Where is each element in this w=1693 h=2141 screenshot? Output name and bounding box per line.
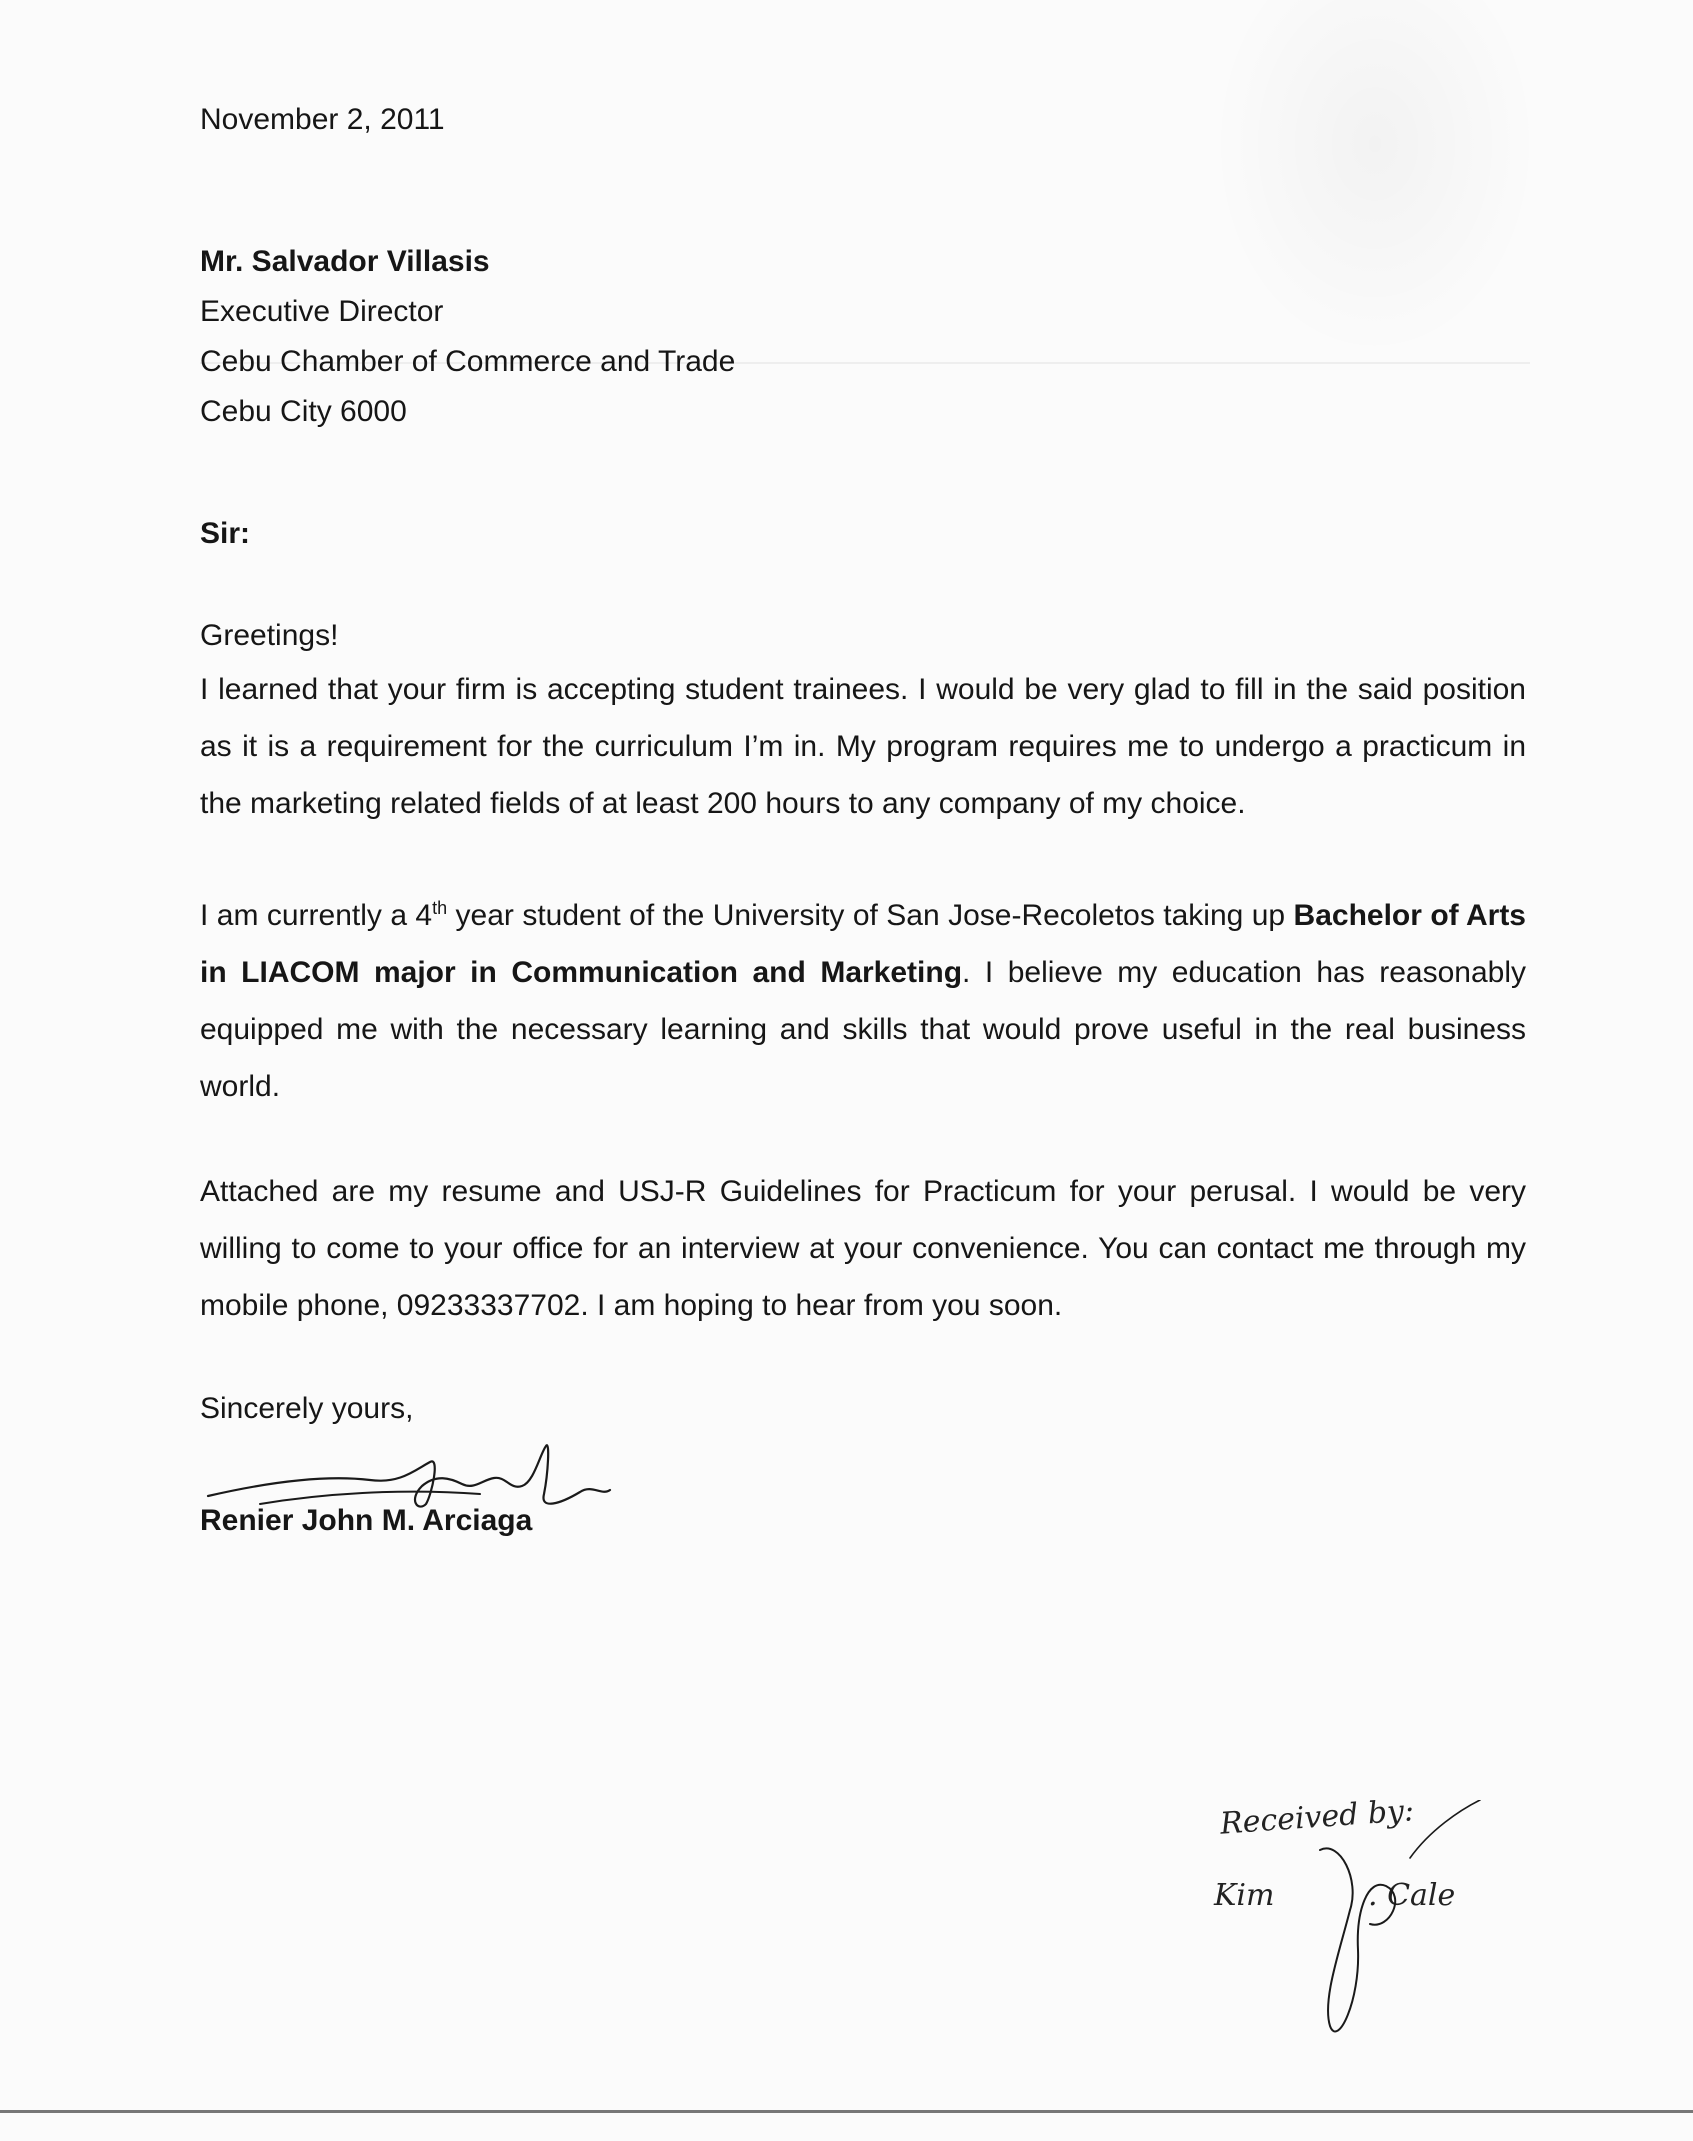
paragraph-practicum: I learned that your firm is accepting student trainees. I would be very glad to fill in the said position as it is a requirement for the curriculum I’m in. My program requires me to undergo a practicum in the marketing related fields of at least 200 hours to any company of my choice. (200, 673, 1526, 820)
receiver-name: Kim (1214, 1878, 1275, 1913)
receiver-surname: . Cale (1368, 1878, 1456, 1913)
recipient-organization: Cebu Chamber of Commerce and Trade (200, 345, 736, 378)
paragraph-program (200, 880, 1526, 1115)
received-label: Received by: (1219, 1793, 1416, 1842)
receiver-initial-flourish (1210, 1800, 1510, 2050)
paragraph-program-part3: . I believe my education has reasonably equipped me with the necessary learning and skills that would prove useful in the real business world. (200, 956, 1526, 1103)
ordinal-suffix: th (432, 898, 448, 918)
closing: Sincerely yours, (200, 1392, 414, 1425)
signer-name: Renier John M. Arciaga (200, 1504, 533, 1537)
letter-date: November 2, 2011 (200, 103, 445, 136)
paragraph-attachments: Attached are my resume and USJ-R Guidelines for Practicum for your perusal. I would be very willing to come to your office for an interview at your convenience. You can contact me through my mobile phone, 09233337702. I am hoping to hear from you soon. (200, 1175, 1526, 1322)
page-bottom-edge (0, 2110, 1693, 2113)
salutation: Sir: (200, 517, 251, 550)
received-stamp (1210, 1793, 1510, 2050)
paragraph-program-part1: I am currently a 4 (200, 899, 433, 932)
signature-area (200, 1434, 640, 1524)
program-name: Bachelor of Arts in LIACOM major in Communication and Marketing (200, 899, 1526, 989)
handwritten-signature (200, 1434, 640, 1524)
paragraph-program-part2: year student of the University of San Jose-Recoletos taking up (447, 899, 1294, 932)
recipient-city: Cebu City 6000 (200, 395, 407, 428)
recipient-title: Executive Director (200, 295, 444, 328)
greeting: Greetings! (200, 619, 339, 652)
recipient-block (200, 237, 1526, 437)
recipient-name: Mr. Salvador Villasis (200, 245, 490, 278)
letter-body (200, 95, 1526, 1546)
